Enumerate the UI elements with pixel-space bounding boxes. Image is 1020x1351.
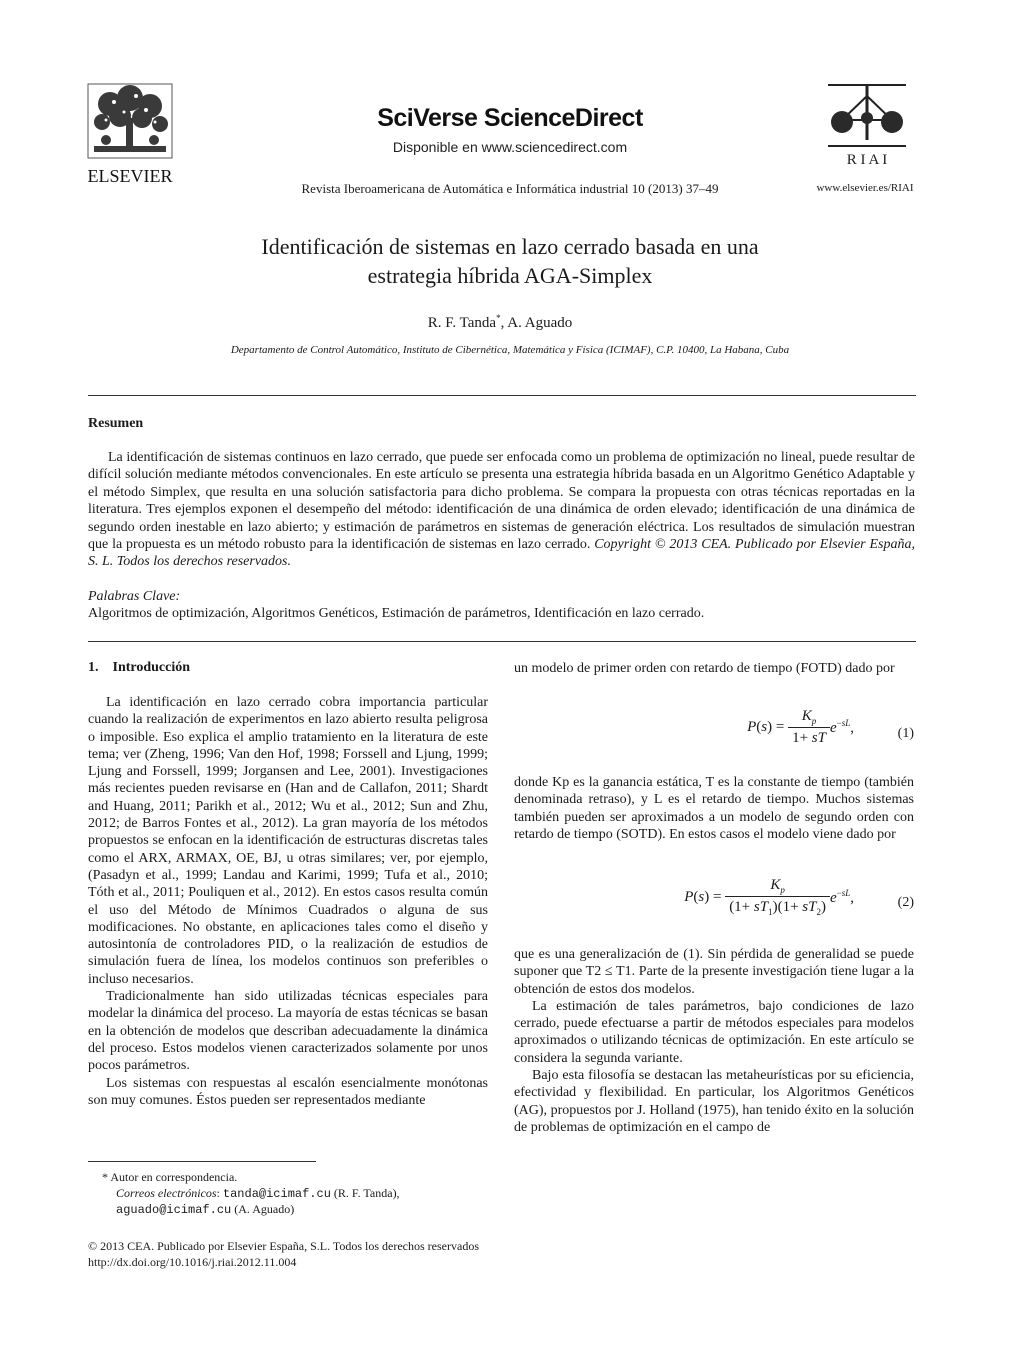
abstract-copyright: Copyright © 2013 CEA. Publicado por Elsevier España, S. L. Todos los derechos reservados. [88,537,915,570]
svg-text:ELSEVIER: ELSEVIER [87,166,173,186]
sotd-generalization: que es una generalización de (1). Sin pérdida de generalidad se puede suponer que T2 ≤ T1. Parte de la presente investigación tiene lugar a la obtención de estos dos modelos. [514,947,914,997]
corresponding-mark: * [496,313,501,323]
affiliation: Departamento de Control Automático, Instituto de Cibernética, Matemática y Física (ICIMAF), C.P. 10400, La Habana, Cuba [230,344,790,356]
equation-1 [514,708,914,760]
email-aguado[interactable]: aguado@icimaf.cu [116,1203,232,1218]
author-2: , A. Aguado [500,315,573,331]
abstract-heading: Resumen [88,416,144,431]
elsevier-logo [80,82,180,187]
riai-logo [822,82,912,168]
keywords-heading: Palabras Clave: [88,589,181,604]
riai-url[interactable]: www.elsevier.es/RIAI [816,182,914,194]
title-line-2: estrategia híbrida AGA-Simplex [367,263,653,288]
section-number: 1. [88,660,99,675]
intro-paragraph-1: La identificación en lazo cerrado cobra importancia particular cuando la realización de experimentos en lazo abierto resulta peligrosa o imposible. Eso explica el amplio tratamiento en la literatura de este tema; ver (Zheng, 1996; Van den Hof, 1998; Forssell and Ljung, 1999; Ljung and Forssell, 1999; Jorgansen and Lee, 2001). Investigaciones más recientes pueden revisarse en (Han and de Callafon, 2011; Shardt and Huang, 2011; Parikh et al., 2012; Wu et al., 2012; Sun and Zhu, 2012; de Barros Fontes et al., 2012). La gran mayoría de los métodos propuestos se enfocan en la identificación de estructuras discretas tales como el ARX, ARMAX, OE, BJ, u otras similares; ver, por ejemplo, (Pasadyn et al., 1999; Landau and Karimi, 1999; Tufa et al., 2010; Tóth et al., 2011; Pouliquen et al., 2012). En estos casos resulta común el uso del Método de Mínimos Cuadrados o alguna de sus modificaciones. No obstante, en aplicaciones tales como el diseño y autosintonía de controladores PID, o la realización de estudios de simulación fuera de línea, los modelos continuos son preferibles o incluso necesarios. [88,695,488,987]
abstract-text [88,449,915,571]
metaheuristics-paragraph: Bajo esta filosofía se destacan las metaheurísticas por su eficiencia, efectividad y flexibilidad. En particular, los Algoritmos Genéticos (AG), propuestos por J. Holland (1975), han tenido éxito en la solución de problemas de optimización en el campo de [514,1068,914,1135]
keywords-list: Algoritmos de optimización, Algoritmos Genéticos, Estimación de parámetros, Identificación en lazo cerrado. [88,606,705,621]
right-column-bottom [514,946,914,1136]
fotd-description: donde Kp es la ganancia estática, T es la constante de tiempo (también denominada retraso), y L es el retardo de tiempo. Muchos sistemas también pueden ser aproximados a un modelo de segundo orden con retardo de tiempo (SOTD). En estos casos el modelo viene dado por [514,775,914,842]
platform-name: SciVerse ScienceDirect [377,104,643,132]
right-column-top [514,660,914,677]
right-column-middle [514,774,914,843]
svg-text:R I A I: R I A I [846,152,888,168]
intro-paragraph-3: Los sistemas con respuestas al escalón esencialmente monótonas son muy comunes. Éstos pueden ser representados mediante [88,1075,488,1108]
email-tanda[interactable]: tanda@icimaf.cu [222,1186,331,1201]
corresponding-author-note: * Autor en correspondencia. [102,1170,238,1184]
email-tanda-owner: (R. F. Tanda), [333,1185,400,1200]
estimation-paragraph: La estimación de tales parámetros, bajo condiciones de lazo cerrado, puede efectuarse a partir de métodos especiales para modelos aproximados o utilizando técnicas de optimización. En este artículo se considera la segunda variante. [514,998,914,1066]
author-1: R. F. Tanda [427,315,497,331]
elsevier-tree-icon [80,82,180,187]
equation-1-body: P(s) = $\frac{K_p}{1+ sT}$ $e^{-sL}$, [747,708,854,746]
equation-1-fraction: $\frac{K_p}{1+ sT}$ [788,708,830,747]
fotd-intro: un modelo de primer orden con retardo de tiempo (FOTD) dado por [514,661,895,676]
equation-2-number: (2) [897,895,914,910]
copyright-block [88,1238,588,1270]
doi-link[interactable]: http://dx.doi.org/10.1016/j.riai.2012.11.004 [88,1255,297,1269]
emails-label: Correos electrónicos [116,1185,217,1200]
footnote-rule [88,1161,316,1162]
abstract-body: La identificación de sistemas continuos en lazo cerrado, que puede ser enfocada como un problema de optimización no lineal, puede resultar de difícil solución mediante métodos convencionales. En este artículo se presenta una estrategia híbrida basada en un Algoritmo Genético Adaptable y el método Simplex, que resulta en una solución satisfactoria para dicho problema. Se compara la propuesta con otras técnicas reportadas en la literatura. Tres ejemplos exponen el desempeño del método: identificación de una dinámica de orden elevado; identificación de una dinámica de segundo orden inestable en lazo abierto; y estimación de parámetros en sistemas de generación eléctrica. Los resultados de simulación muestran que la propuesta es un método robusto para la identificación de sistemas en lazo cerrado. [88,450,915,553]
paper-title [150,232,870,290]
intro-paragraph-2: Tradicionalmente han sido utilizadas técnicas especiales para modelar la dinámica del proceso. La mayoría de estas técnicas se basan en la obtención de modelos que describan adecuadamente la dinámica del proceso. Estos modelos vienen caracterizados solamente por unos pocos parámetros. [88,989,488,1074]
divider-bottom [88,641,916,642]
copyright-line: © 2013 CEA. Publicado por Elsevier España, S.L. Todos los derechos reservados [88,1239,479,1253]
section-title: Introducción [112,660,191,675]
journal-reference: Revista Iberoamericana de Automática e Informática industrial 10 (2013) 37–49 [301,181,719,196]
divider-top [88,395,916,396]
riai-emblem-icon [822,82,912,168]
emails-line-2 [88,1202,508,1219]
equation-2 [514,877,914,929]
availability-text: Disponible en www.sciencedirect.com [392,139,628,155]
left-column [88,694,488,1109]
emails-line: Correos electrónicos: tanda@icimaf.cu (R. F. Tanda), [116,1185,400,1201]
footnote [88,1170,508,1219]
section-heading [88,660,190,676]
authors [300,313,700,332]
equation-1-number: (1) [897,726,914,741]
equation-2-body: P(s) = $\frac{K_p}{(1+ sT_1)(1+ sT_2)}$ $e^{-sL}$, [684,877,854,917]
equation-2-fraction: $\frac{K_p}{(1+ sT_1)(1+ sT_2)}$ [725,877,830,917]
email-aguado-owner: (A. Aguado) [234,1202,295,1217]
title-line-1: Identificación de sistemas en lazo cerrado basada en una [261,234,759,259]
